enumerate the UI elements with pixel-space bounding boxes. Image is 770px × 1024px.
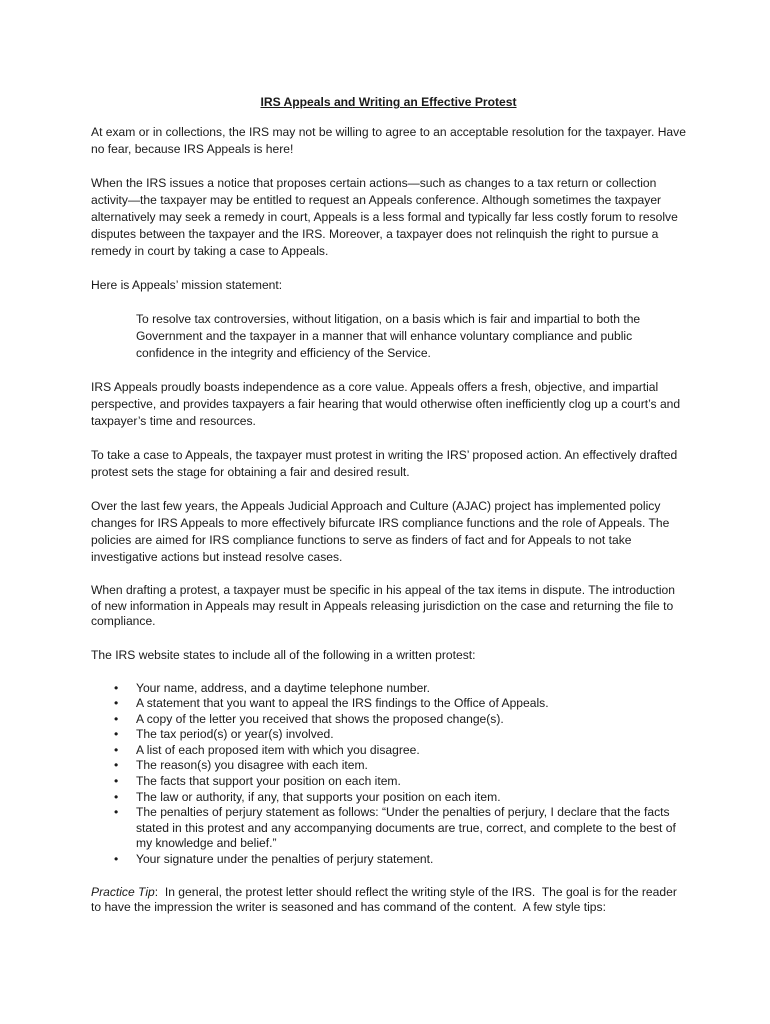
list-item-text: The facts that support your position on each item. — [136, 774, 401, 789]
bullet-icon: • — [114, 774, 119, 789]
list-item — [91, 743, 686, 759]
document-body — [91, 94, 686, 933]
list-item-text: Your name, address, and a daytime telephone number. — [136, 680, 431, 695]
drafting-protest-paragraph: When drafting a protest, a taxpayer must be specific in his appeal of the tax items in dispute. The introduction of new information in Appeals may result in Appeals releasing jurisdiction on the case and returning the file to compliance. — [91, 583, 675, 628]
list-item-text: A list of each proposed item with which you disagree. — [136, 742, 420, 757]
list-item — [91, 712, 686, 728]
list-item — [91, 852, 686, 868]
list-item-text: Your signature under the penalties of perjury statement. — [136, 852, 434, 867]
list-item — [91, 758, 686, 774]
mission-intro-paragraph: Here is Appeals’ mission statement: — [91, 278, 283, 292]
practice-tip-text: In general, the protest letter should reflect the writing style of the IRS. The goal is for the reader to have the impression the writer is seasoned and has command of the content. A few style tips: — [91, 884, 681, 915]
independence-paragraph: IRS Appeals proudly boasts independence as a core value. Appeals offers a fresh, objective, and impartial perspective, and provides taxpayers a fair hearing that would otherwise often inefficiently clog up a court’s and taxpayer’s time and resources. — [91, 380, 681, 428]
document-title: IRS Appeals and Writing an Effective Protest — [260, 95, 517, 109]
list-item-text: A statement that you want to appeal the IRS findings to the Office of Appeals. — [136, 696, 549, 711]
list-item-text: A copy of the letter you received that shows the proposed change(s). — [136, 711, 504, 726]
practice-tip-paragraph — [91, 885, 686, 916]
list-item — [91, 727, 686, 743]
bullet-icon: • — [114, 852, 119, 867]
irs-website-paragraph: The IRS website states to include all of the following in a written protest: — [91, 647, 476, 662]
intro-paragraph: At exam or in collections, the IRS may not be willing to agree to an acceptable resolution for the taxpayer. Have no fear, because IRS Appeals is here! — [91, 125, 686, 156]
list-item-text: The tax period(s) or year(s) involved. — [136, 727, 334, 742]
bullet-icon: • — [114, 727, 119, 742]
ajac-paragraph: Over the last few years, the Appeals Judicial Approach and Culture (AJAC) project has implemented policy changes for IRS Appeals to more effectively bifurcate IRS compliance functions and the role of Appeals. The policies are aimed for IRS compliance functions to serve as finders of fact and for Appeals to not take investigative actions but instead resolve cases. — [91, 499, 670, 564]
list-item — [91, 805, 686, 852]
appeals-conference-paragraph: When the IRS issues a notice that proposes certain actions—such as changes to a tax return or collection activity—the taxpayer may be entitled to request an Appeals conference. Although sometimes the taxpayer alternatively may seek a remedy in court, Appeals is a less formal and typically far less costly forum to resolve disputes between the taxpayer and the IRS. Moreover, a taxpayer does not relinquish the right to pursue a remedy in court by taking a case to Appeals. — [91, 176, 678, 258]
mission-statement-quote: To resolve tax controversies, without litigation, on a basis which is fair and impartial to both the Government and the taxpayer in a manner that will enhance voluntary compliance and public confidence in the integrity and efficiency of the Service. — [136, 312, 641, 360]
practice-tip-separator: : — [154, 884, 159, 899]
list-item-text: The law or authority, if any, that supports your position on each item. — [136, 789, 501, 804]
bullet-icon: • — [114, 696, 119, 711]
bullet-icon: • — [114, 742, 119, 757]
list-item — [91, 774, 686, 790]
list-item — [91, 696, 686, 712]
protest-requirements-list — [91, 681, 686, 868]
bullet-icon: • — [114, 711, 119, 726]
list-item — [91, 790, 686, 806]
practice-tip-label: Practice Tip — [91, 884, 155, 899]
bullet-icon: • — [114, 789, 119, 804]
bullet-icon: • — [114, 680, 119, 695]
bullet-icon: • — [114, 758, 119, 773]
list-item-text: The reason(s) you disagree with each item. — [136, 758, 368, 773]
list-item-text: The penalties of perjury statement as follows: “Under the penalties of perjury, I declare that the facts stated in this protest and any accompanying documents are true, correct, and complete to the best of my knowledge and belief.” — [136, 805, 676, 851]
bullet-icon: • — [114, 805, 119, 820]
protest-writing-paragraph: To take a case to Appeals, the taxpayer must protest in writing the IRS’ proposed action. An effectively drafted protest sets the stage for obtaining a fair and desired result. — [91, 448, 678, 479]
list-item — [91, 681, 686, 697]
